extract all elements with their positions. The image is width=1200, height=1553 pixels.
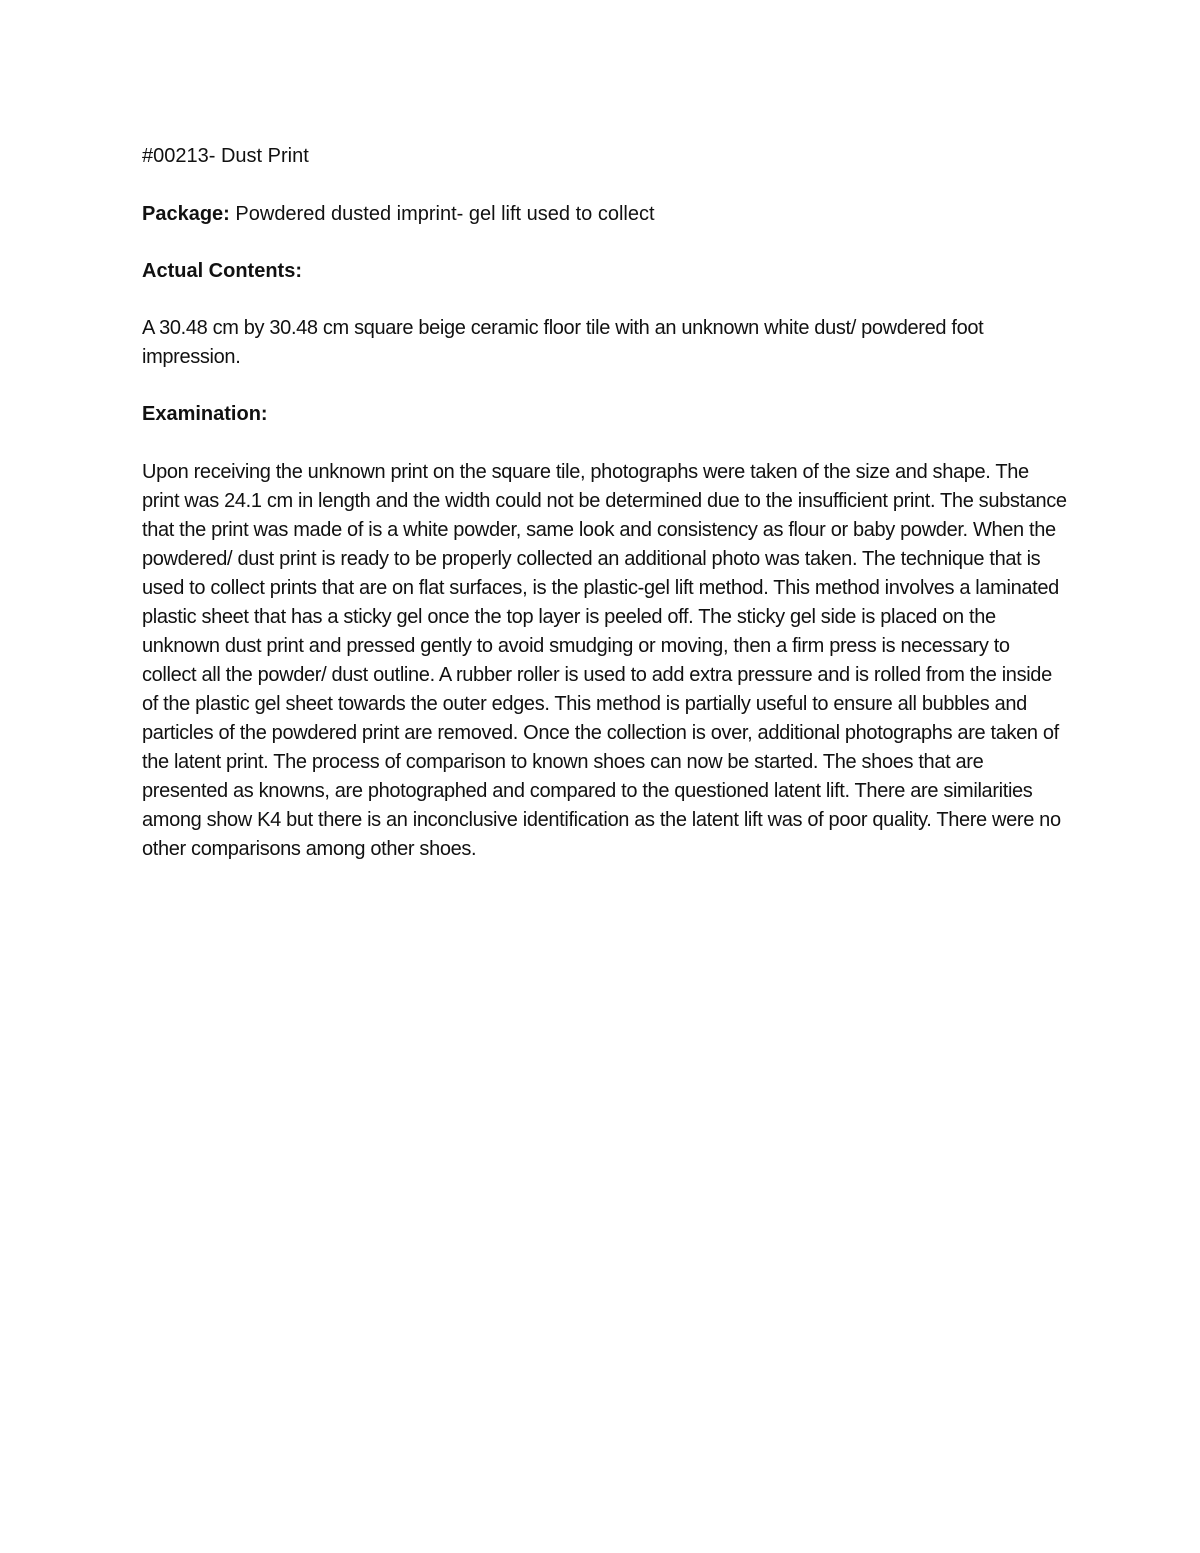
actual-contents-text: A 30.48 cm by 30.48 cm square beige ceramic floor tile with an unknown white dust/ powdered foot impression. <box>142 317 984 368</box>
package-value: Powdered dusted imprint- gel lift used to collect <box>235 203 655 225</box>
examination-text: Upon receiving the unknown print on the square tile, photographs were taken of the size and shape. The print was 24.1 cm in length and the width could not be determined due to the insufficient print. The substance that the print was made of is a white powder, same look and consistency as flour or baby powder. When the powdered/ dust print is ready to be properly collected an additional photo was taken. The technique that is used to collect prints that are on flat surfaces, is the plastic-gel lift method. This method involves a laminated plastic sheet that has a sticky gel once the top layer is peeled off. The sticky gel side is placed on the unknown dust print and pressed gently to avoid smudging or moving, then a firm press is necessary to collect all the powder/ dust outline. A rubber roller is used to add extra pressure and is rolled from the inside of the plastic gel sheet towards the outer edges. This method is partially useful to ensure all bubbles and particles of the powdered print are removed. Once the collection is over, additional photographs are taken of the latent print. The process of comparison to known shoes can now be started. The shoes that are presented as knowns, are photographed and compared to the questioned latent lift. There are similarities among show K4 but there is an inconclusive identification as the latent lift was of poor quality. There were no other comparisons among other shoes. <box>142 461 1067 860</box>
document-title: #00213- Dust Print <box>142 145 309 167</box>
package-label: Package: <box>142 203 230 225</box>
package-line <box>142 200 655 229</box>
examination-heading: Examination: <box>142 403 268 425</box>
actual-contents-heading: Actual Contents: <box>142 260 302 282</box>
